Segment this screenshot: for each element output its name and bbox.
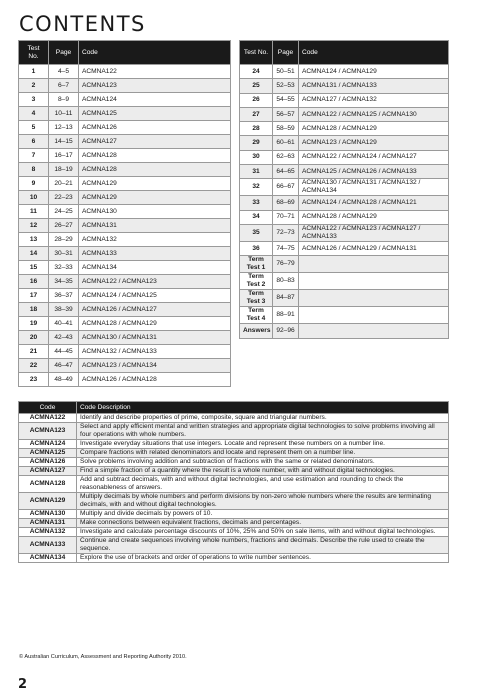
test-number-cell: 12 [19, 219, 49, 233]
code-cell: ACMNA126 / ACMNA129 / ACMNA131 [299, 241, 449, 255]
code-cell: ACMNA123 [19, 423, 77, 440]
test-number-cell: 23 [19, 373, 49, 387]
test-number-cell: 31 [240, 165, 273, 179]
test-number-cell: 36 [240, 241, 273, 255]
code-cell: ACMNA131 / ACMNA133 [299, 79, 449, 93]
test-number-cell: 34 [240, 210, 273, 224]
code-cell: ACMNA128 [79, 149, 231, 163]
table-row [240, 210, 449, 224]
table-row [19, 107, 231, 121]
page-cell: 12–13 [49, 121, 79, 135]
code-cell: ACMNA132 [79, 233, 231, 247]
test-number-cell: 10 [19, 191, 49, 205]
test-number-cell: 9 [19, 177, 49, 191]
col-header-test-no: Test No. [240, 41, 273, 65]
description-cell: Continue and create sequences involving whole numbers, fractions and decimals. Describe the rule used to create the sequence. [77, 537, 449, 554]
table-row [19, 519, 449, 528]
test-number-cell: Term Test 3 [240, 290, 273, 307]
code-cell: ACMNA124 / ACMNA125 [79, 289, 231, 303]
test-number-cell: 17 [19, 289, 49, 303]
test-number-cell: 18 [19, 303, 49, 317]
description-cell: Investigate and calculate percentage discounts of 10%, 25% and 50% on sale items, with and without digital technologies. [77, 528, 449, 537]
page-cell: 74–75 [273, 241, 299, 255]
code-cell: ACMNA122 / ACMNA125 / ACMNA130 [299, 107, 449, 121]
page-cell: 44–45 [49, 345, 79, 359]
page-cell: 88–91 [273, 307, 299, 324]
table-row [240, 196, 449, 210]
description-cell: Identify and describe properties of prime, composite, square and triangular numbers. [77, 414, 449, 423]
table-row [240, 241, 449, 255]
table-row [19, 510, 449, 519]
page-number: 2 [18, 677, 28, 692]
test-number-cell: 14 [19, 247, 49, 261]
code-cell: ACMNA124 [19, 440, 77, 449]
page-cell: 10–11 [49, 107, 79, 121]
table-row [19, 359, 231, 373]
page-cell: 20–21 [49, 177, 79, 191]
test-number-cell: Answers [240, 324, 273, 338]
table-row [240, 93, 449, 107]
code-cell: ACMNA126 / ACMNA127 [79, 303, 231, 317]
test-number-cell: 20 [19, 331, 49, 345]
test-number-cell: 32 [240, 179, 273, 196]
table-row [19, 449, 449, 458]
code-cell [299, 256, 449, 273]
code-cell: ACMNA122 / ACMNA123 / ACMNA127 / ACMNA133 [299, 224, 449, 241]
code-cell: ACMNA129 [79, 177, 231, 191]
table-row [19, 373, 231, 387]
table-row [19, 233, 231, 247]
code-cell: ACMNA122 / ACMNA123 [79, 275, 231, 289]
page-cell: 48–49 [49, 373, 79, 387]
page-cell: 8–9 [49, 93, 79, 107]
page-cell: 58–59 [273, 122, 299, 136]
code-cell: ACMNA131 [79, 219, 231, 233]
table-row [240, 65, 449, 79]
page-cell: 70–71 [273, 210, 299, 224]
code-cell: ACMNA123 / ACMNA129 [299, 136, 449, 150]
code-cell: ACMNA127 / ACMNA132 [299, 93, 449, 107]
page-cell: 4–5 [49, 65, 79, 79]
test-number-cell: 33 [240, 196, 273, 210]
table-row [240, 165, 449, 179]
test-number-cell: Term Test 4 [240, 307, 273, 324]
table-row [19, 93, 231, 107]
code-description-table [18, 401, 449, 563]
table-row [19, 261, 231, 275]
page-cell: 46–47 [49, 359, 79, 373]
table-row [240, 136, 449, 150]
code-cell: ACMNA130 [19, 510, 77, 519]
table-row [240, 224, 449, 241]
test-number-cell: 21 [19, 345, 49, 359]
page-cell: 28–29 [49, 233, 79, 247]
col-header-page: Page [49, 41, 79, 65]
page-cell: 38–39 [49, 303, 79, 317]
page-cell: 54–55 [273, 93, 299, 107]
table-row [240, 273, 449, 290]
code-cell [299, 307, 449, 324]
test-number-cell: 24 [240, 65, 273, 79]
test-number-cell: 4 [19, 107, 49, 121]
table-row [19, 317, 231, 331]
code-cell: ACMNA128 / ACMNA129 [299, 210, 449, 224]
code-cell: ACMNA130 / ACMNA131 / ACMNA132 / ACMNA134 [299, 179, 449, 196]
test-number-cell: 35 [240, 224, 273, 241]
table-row [240, 150, 449, 164]
table-row [19, 331, 231, 345]
code-cell: ACMNA128 / ACMNA129 [299, 122, 449, 136]
page-cell: 72–73 [273, 224, 299, 241]
code-cell [299, 324, 449, 338]
table-row [240, 107, 449, 121]
page-cell: 40–41 [49, 317, 79, 331]
page-cell: 24–25 [49, 205, 79, 219]
test-number-cell: 26 [240, 93, 273, 107]
page-cell: 50–51 [273, 65, 299, 79]
table-row [240, 256, 449, 273]
code-cell: ACMNA129 [79, 191, 231, 205]
code-cell: ACMNA134 [19, 554, 77, 563]
page-cell: 64–65 [273, 165, 299, 179]
table-row [19, 414, 449, 423]
code-cell: ACMNA124 / ACMNA128 / ACMNA121 [299, 196, 449, 210]
description-cell: Investigate everyday situations that use integers. Locate and represent these numbers on a number line. [77, 440, 449, 449]
table-row [19, 219, 231, 233]
page-cell: 6–7 [49, 79, 79, 93]
code-cell: ACMNA127 [19, 467, 77, 476]
table-row [240, 179, 449, 196]
code-cell: ACMNA123 [79, 79, 231, 93]
table-row [19, 149, 231, 163]
test-number-cell: 8 [19, 163, 49, 177]
table-row [19, 493, 449, 510]
contents-table-left [18, 40, 231, 387]
page-cell: 16–17 [49, 149, 79, 163]
col-header-code: Code [299, 41, 449, 65]
page-cell: 32–33 [49, 261, 79, 275]
table-row [19, 476, 449, 493]
test-number-cell: 3 [19, 93, 49, 107]
code-cell: ACMNA127 [79, 135, 231, 149]
table-row [19, 247, 231, 261]
code-cell [299, 273, 449, 290]
test-number-cell: 5 [19, 121, 49, 135]
page-cell: 26–27 [49, 219, 79, 233]
code-cell: ACMNA133 [79, 247, 231, 261]
code-cell: ACMNA129 [19, 493, 77, 510]
test-number-cell: 30 [240, 150, 273, 164]
code-cell: ACMNA125 [19, 449, 77, 458]
col-header-code: Code [79, 41, 231, 65]
code-cell: ACMNA125 [79, 107, 231, 121]
table-row [19, 303, 231, 317]
col-header-code-description: Code Description [77, 402, 449, 414]
code-cell [299, 290, 449, 307]
table-row [19, 191, 231, 205]
table-row [240, 79, 449, 93]
table-row [19, 458, 449, 467]
description-cell: Compare fractions with related denominators and locate and represent them on a number line. [77, 449, 449, 458]
page-title: CONTENTS [19, 12, 146, 36]
test-number-cell: 7 [19, 149, 49, 163]
page-cell: 34–35 [49, 275, 79, 289]
code-cell: ACMNA130 / ACMNA131 [79, 331, 231, 345]
col-header-code: Code [19, 402, 77, 414]
page-cell: 62–63 [273, 150, 299, 164]
code-cell: ACMNA126 / ACMNA128 [79, 373, 231, 387]
test-number-cell: Term Test 1 [240, 256, 273, 273]
table-row [240, 290, 449, 307]
table-row [19, 163, 231, 177]
test-number-cell: 22 [19, 359, 49, 373]
code-cell: ACMNA132 [19, 528, 77, 537]
description-cell: Multiply decimals by whole numbers and perform divisions by non-zero whole numbers where the results are terminating decimals, with and without digital technologies. [77, 493, 449, 510]
page-cell: 84–87 [273, 290, 299, 307]
code-cell: ACMNA126 [19, 458, 77, 467]
table-row [19, 65, 231, 79]
table-row [19, 135, 231, 149]
code-cell: ACMNA124 [79, 93, 231, 107]
test-number-cell: 19 [19, 317, 49, 331]
table-row [19, 345, 231, 359]
table-row [19, 289, 231, 303]
description-cell: Select and apply efficient mental and written strategies and appropriate digital technologies to solve problems involving all four operations with whole numbers. [77, 423, 449, 440]
test-number-cell: 25 [240, 79, 273, 93]
table-row [19, 177, 231, 191]
test-number-cell: 13 [19, 233, 49, 247]
test-number-cell: 2 [19, 79, 49, 93]
table-row [19, 528, 449, 537]
code-cell: ACMNA124 / ACMNA129 [299, 65, 449, 79]
test-number-cell: 28 [240, 122, 273, 136]
description-cell: Add and subtract decimals, with and without digital technologies, and use estimation and rounding to check the reasonableness of answers. [77, 476, 449, 493]
test-number-cell: Term Test 2 [240, 273, 273, 290]
page-cell: 66–67 [273, 179, 299, 196]
code-cell: ACMNA132 / ACMNA133 [79, 345, 231, 359]
code-cell: ACMNA122 [19, 414, 77, 423]
table-row [19, 275, 231, 289]
code-cell: ACMNA131 [19, 519, 77, 528]
col-header-page: Page [273, 41, 299, 65]
page-cell: 68–69 [273, 196, 299, 210]
table-row [19, 467, 449, 476]
test-number-cell: 15 [19, 261, 49, 275]
code-cell: ACMNA122 [79, 65, 231, 79]
code-cell: ACMNA134 [79, 261, 231, 275]
page-cell: 22–23 [49, 191, 79, 205]
code-cell: ACMNA128 [19, 476, 77, 493]
description-cell: Explore the use of brackets and order of operations to write number sentences. [77, 554, 449, 563]
page-cell: 76–79 [273, 256, 299, 273]
copyright-notice: © Australian Curriculum, Assessment and Reporting Authority 2010. [19, 654, 187, 660]
table-row [19, 423, 449, 440]
description-cell: Multiply and divide decimals by powers of 10. [77, 510, 449, 519]
table-row [240, 122, 449, 136]
test-number-cell: 29 [240, 136, 273, 150]
description-cell: Find a simple fraction of a quantity where the result is a whole number, with and without digital technologies. [77, 467, 449, 476]
test-number-cell: 1 [19, 65, 49, 79]
table-row [19, 79, 231, 93]
page-cell: 14–15 [49, 135, 79, 149]
page-cell: 60–61 [273, 136, 299, 150]
test-number-cell: 16 [19, 275, 49, 289]
code-cell: ACMNA123 / ACMNA134 [79, 359, 231, 373]
table-row [19, 554, 449, 563]
page-cell: 92–96 [273, 324, 299, 338]
page-cell: 18–19 [49, 163, 79, 177]
contents-table-right [239, 40, 449, 339]
page-cell: 56–57 [273, 107, 299, 121]
table-row [19, 440, 449, 449]
table-row [19, 537, 449, 554]
col-header-test-no: Test No. [19, 41, 49, 65]
code-cell: ACMNA128 / ACMNA129 [79, 317, 231, 331]
description-cell: Solve problems involving addition and subtraction of fractions with the same or related denominators. [77, 458, 449, 467]
code-cell: ACMNA125 / ACMNA126 / ACMNA133 [299, 165, 449, 179]
table-row [19, 205, 231, 219]
page-cell: 36–37 [49, 289, 79, 303]
table-row [19, 121, 231, 135]
test-number-cell: 6 [19, 135, 49, 149]
table-row [240, 324, 449, 338]
page-cell: 80–83 [273, 273, 299, 290]
code-cell: ACMNA122 / ACMNA124 / ACMNA127 [299, 150, 449, 164]
code-cell: ACMNA130 [79, 205, 231, 219]
page-cell: 30–31 [49, 247, 79, 261]
code-cell: ACMNA133 [19, 537, 77, 554]
test-number-cell: 11 [19, 205, 49, 219]
code-cell: ACMNA128 [79, 163, 231, 177]
code-cell: ACMNA126 [79, 121, 231, 135]
test-number-cell: 27 [240, 107, 273, 121]
table-row [240, 307, 449, 324]
page-cell: 42–43 [49, 331, 79, 345]
description-cell: Make connections between equivalent fractions, decimals and percentages. [77, 519, 449, 528]
page-cell: 52–53 [273, 79, 299, 93]
